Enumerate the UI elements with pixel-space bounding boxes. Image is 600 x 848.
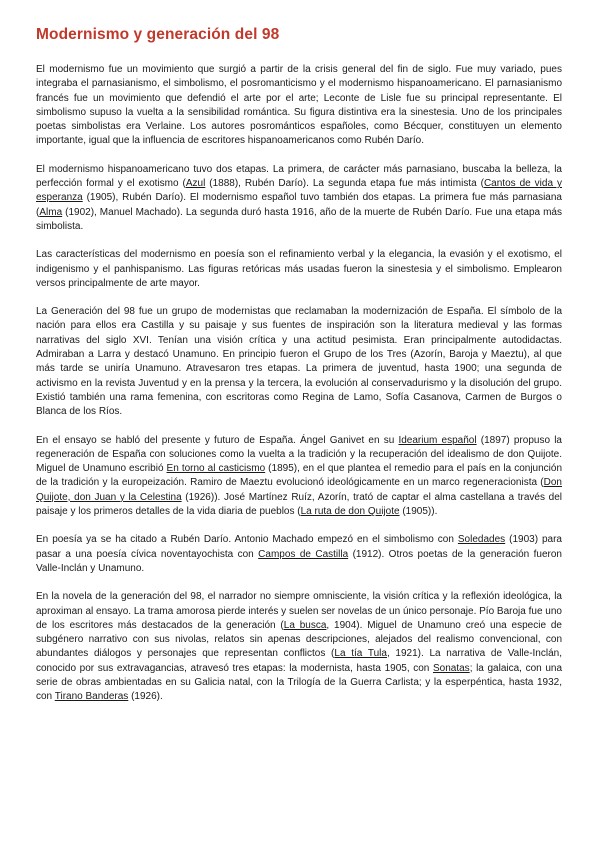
work-title: La ruta de don Quijote [300,506,400,518]
paragraph-5 [36,434,562,520]
work-title: Tirano Banderas [54,691,129,703]
paragraph-2 [36,163,562,234]
paragraph-text: (1903) para pasar a una poesía cívica noventayochista con [36,534,562,560]
paragraph-text: (1905), Rubén Darío). El modernismo español tuvo también dos etapas. La primera fue más parnasiana ( [36,192,562,218]
paragraph-text: , 1904). Miguel de Unamuno creó una especie de subgénero narrativo con sus nivolas, relatos sin apenas descripciones, alejados del realismo convencional, con abundantes diálogos y personajes que representan conflictos ( [36,619,562,660]
work-title: Cantos de vida y esperanza [36,178,562,204]
paragraph-text: (1895), en el que plantea el remedio para el país en la conjunción de la tradición y la europeización. Ramiro de Maeztu evolucionó ideológicamente en un marco regeneracionista ( [36,463,563,489]
paragraph-text: (1905)). [399,506,438,518]
work-title: Alma [39,206,63,218]
paragraph-text: (1897) propuso la regeneración de España con soluciones como la vuelta a la tradición y la recuperación del idealismo de don Quijote. Miguel de Unamuno escribió [36,434,562,475]
paragraph-text: La Generación del 98 fue un grupo de modernistas que reclamaban la modernización de España. El símbolo de la nación para ellos era Castilla y su paisaje y sus fuentes de inspiración son la literatura medieval y las formas narrativas del siglo XVI. Tenían una visión crítica y una actitud pesimista. Eran principalmente autodidactas. Admiraban a Larra y destacó Unamuno. En principio fueron el Grupo de los Tres (Azorín, Baroja y Maeztu), al que más tarde se uniría Unamuno. Atravesaron tres etapas. La primera de juventud, hasta 1900; una segunda de activismo en la revista Juventud y en la prensa y la tercera, la evolución al conservadurismo y la disolución del grupo. Existió también una rama femenina, con escritoras como Regina de Lamo, Sofía Casanova, Carmen de Burgos o Blanca de los Ríos. [36,306,562,418]
work-title: Idearium español [398,434,477,446]
paragraph-text: (1902), Manuel Machado). La segunda duró hasta 1916, año de la muerte de Rubén Darío. Fue una etapa más simbolista. [36,206,562,232]
paragraph-text: Las características del modernismo en poesía son el refinamiento verbal y la elegancia, la evasión y el exotismo, el indigenismo y el panhispanismo. Las figuras retóricas más usadas fueron la sinestesia y el simbolismo. Emplearon versos principalmente de arte mayor. [36,249,562,289]
paragraph-1 [36,63,562,149]
paragraph-text: (1912). Otros poetas de la generación fueron Valle-Inclán y Unamuno. [36,548,562,574]
paragraph-text: (1926). [128,691,163,703]
paragraph-text: El modernismo fue un movimiento que surgió a partir de la crisis general del fin de siglo. Fue muy variado, pues integraba el parnasianismo, el simbolismo, el posromanticismo y el modernismo hispanoamericano. El parnasianismo francés fue un movimiento que defendió el arte por el arte; Leconte de Lisle fue su principal representante. El simbolismo supuso la vuelta a la sensibilidad romántica. Su figura distintiva era la sinestesia. Uno de los principales poetas simbolistas era Verlaine. Los autores posrománticos españoles, como Bécquer, constituyen un elemento importante, igual que la influencia de escritores hispanoamericanos como Rubén Darío. [36,64,562,147]
work-title: En torno al casticismo [166,463,266,475]
paragraph-text: El modernismo hispanoamericano tuvo dos etapas. La primera, de carácter más parnasiano, buscaba la belleza, la perfección formal y el exotismo ( [36,163,562,190]
paragraph-3 [36,248,562,291]
document-body [36,63,562,705]
work-title: Sonatas [432,662,470,674]
work-title: La tía Tula [334,648,387,660]
work-title: La busca [283,619,327,631]
paragraph-text: , 1921). La narrativa de Valle-Inclán, conocido por sus extravagancias, atravesó tres etapas: la modernista, hasta 1905, con [36,648,562,674]
work-title: Campos de Castilla [258,548,349,560]
document-title: Modernismo y generación del 98 [36,26,280,43]
work-title: Don Quijote, don Juan y la Celestina [36,477,562,503]
paragraph-text: (1926)). José Martínez Ruíz, Azorín, trató de captar el alma castellana a través del paisaje y los primeros detalles de la vida diaria de pueblos ( [36,491,562,518]
paragraph-6 [36,533,562,576]
paragraph-4 [36,305,562,419]
paragraph-text: En la novela de la generación del 98, el narrador no siempre omnisciente, la visión crítica y la reflexión ideológica, la aproximan al ensayo. La trama amorosa pierde interés y suelen ser novelas de un único personaje. Pío Baroja fue uno de los escritores más destacados de la generación ( [36,591,562,631]
work-title: Azul [185,178,206,190]
paragraph-7 [36,590,562,704]
work-title: Soledades [457,534,506,546]
paragraph-text: ; la galaica, con una serie de obras ambientadas en su Galicia natal, con la Trilogía de la Guerra Carlista; y la esperpéntica, hasta 1932, con [36,662,563,703]
paragraph-text: En el ensayo se habló del presente y futuro de España. Ángel Ganivet en su [36,434,399,446]
paragraph-text: En poesía ya se ha citado a Rubén Darío. Antonio Machado empezó en el simbolismo con [36,534,458,546]
paragraph-text: (1888), Rubén Darío). La segunda etapa fue más intimista ( [205,178,484,190]
